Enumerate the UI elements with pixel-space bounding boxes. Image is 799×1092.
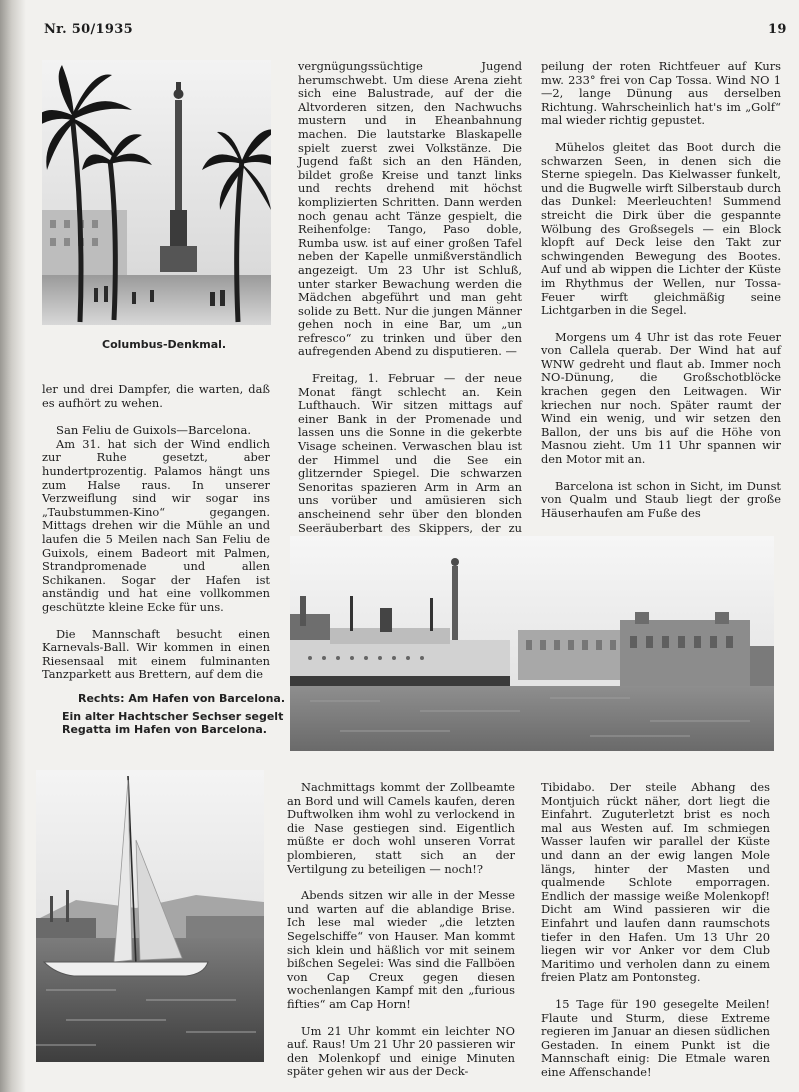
paragraph: Mühelos gleitet das Boot durch die schwarzen Seen, in denen sich die Sterne spiegeln. Das Kielwasser funkelt, und die Bugwelle wirft Silberstaub durch das Dunkel: Meerleuchten! Summend streicht die Dirk über die gespannte Wölbung des Großsegels — ein Block klopft auf Deck leise den Takt zur schwingenden Bewegung des Bootes. Auf und ab wippen die Lichter der Küste im Rhythmus der Wellen, nur Tossa-Feuer wirft gleichmäßig seine Lichtgarben in die Segel. [541, 139, 781, 318]
paragraph: Nachmittags kommt der Zollbeamte an Bord und will Camels kaufen, deren Duftwolken ihm wohl zu verlockend in die Nase gestiegen sind. Eigentlich müßte er doch wohl unseren Vorrat plombieren, statt sich an der Vertilgung zu beteiligen — noch!? [287, 780, 515, 876]
columbus-caption: Columbus-Denkmal. [102, 338, 227, 351]
paragraph: vergnügungssüchtige Jugend herumschwebt. Um diese Arena zieht sich eine Balustrade, auf der die Altvorderen sitzen, den Nachwuchs mustern und in Eheanbahnung machen. Die lautstarke Blaskapelle spielt zuerst zwei Volkstänze. Die Jugend faßt sich an den Händen, bildet große Kreise und tanzt links und rechts drehend mit höchst komplizierten Schritten. Dann werden noch genau acht Tänze gespielt, die Reihenfolge: Tango, Paso doble, Rumba usw. ist auf einer großen Tafel neben der Kapelle unmißverständlich angezeigt. Um 23 Uhr ist Schluß, unter starker Bewachung werden die Mädchen abgeführt und man geht solide zu Bett. Nur die jungen Männer gehen noch in eine Bar, um „un refresco“ zu trinken und über den aufregenden Abend zu disputieren. — [298, 59, 522, 359]
harbour-caption-line-2: Ein alter Hachtscher Sechser segelt [62, 710, 284, 723]
column-3-text [541, 60, 781, 520]
paragraph: Tibidabo. Der steile Abhang des Montjuich rückt näher, dort liegt die Einfahrt. Zuguterletzt brist es noch mal aus Westen auf. Im schmiegen Wasser laufen wir parallel der Küste und dann an der ewig langen Mole längs, hinter der Masten und qualmende Schlote emporragen. Endlich der massige weiße Molenkopf! Dicht am Wind passieren wir die Einfahrt und laufen dann raumschots tiefer in den Hafen. Um 13 Uhr 20 liegen wir vor Anker vor dem Club Maritimo und verholen dann zu einem freien Platz am Pontonsteg. [541, 780, 770, 985]
paragraph: Um 21 Uhr kommt ein leichter NO auf. Raus! Um 21 Uhr 20 passieren wir den Molenkopf und einige Minuten später gehen wir aus der Deck- [287, 1023, 515, 1079]
columbus-monument-photo [42, 60, 271, 325]
paragraph: Freitag, 1. Februar — der neue Monat fängt schlecht an. Kein Lufthauch. Wir sitzen mittags auf einer Bank in der Promenade und lassen uns die Sonne in die gekerbte Visage scheinen. Verwaschen blau ist der Himmel und die See ein glitzernder Spiegel. Die schwarzen Senoritas spazieren Arm in Arm an uns vorüber und amüsieren sich anscheinend sehr über den blonden Seeräuberbart des Skippers, der zu [298, 371, 522, 535]
harbour-caption [62, 692, 285, 736]
paragraph: Morgens um 4 Uhr ist das rote Feuer von Callela querab. Der Wind hat auf WNW gedreht und flaut ab. Immer noch NO-Dünung, die Großschotblöcke krachen gegen den Leitwagen. Wir kriechen nur noch. Später raumt der Wind ein wenig, und wir setzen den Ballon, der uns bis auf die Höhe von Masnou zieht. Um 11 Uhr spannen wir den Motor mit an. [541, 329, 781, 467]
column-2-lower-text [287, 781, 515, 1079]
sailing-boat-photo [36, 770, 264, 1062]
column-2-text [298, 60, 522, 549]
paragraph: Barcelona ist schon in Sicht, im Dunst von Qualm und Staub liegt der große Häuserhaufen am Fuße des [541, 478, 781, 520]
paragraph: Abends sitzen wir alle in der Messe und warten auf die ablandige Brise. Ich lese mal wieder „die letzten Segelschiffe“ von Hauser. Man kommt sich klein und häßlich vor mit seinem bißchen Segelei: Was sind die Fallböen von Cap Creux gegen diesen wochenlangen Kampf mit den „furious fifties“ am Cap Horn! [287, 888, 515, 1011]
column-1-text [42, 383, 270, 682]
paragraph: 15 Tage für 190 gesegelte Meilen! Flaute und Sturm, diese Extreme regieren im Januar an diesen südlichen Gestaden. In einem Punkt ist die Mannschaft einig: Die Etmale waren eine Affenschande! [541, 996, 770, 1079]
column-3-lower-text [541, 781, 770, 1079]
paragraph: ler und drei Dampfer, die warten, daß es aufhört zu wehen. [42, 382, 270, 410]
paragraph: Die Mannschaft besucht einen Karnevals-Ball. Wir kommen in einen Riesensaal mit einem fulminanten Tanzparkett aus Brettern, auf dem die [42, 626, 270, 682]
page-number: 19 [768, 22, 787, 37]
page-binding-shadow [0, 0, 26, 1092]
paragraph: peilung der roten Richtfeuer auf Kurs mw. 233° frei von Cap Tossa. Wind NO 1—2, lange Dünung aus derselben Richtung. Wahrscheinlich hat's im „Golf“ mal wieder richtig gepustet. [541, 59, 781, 128]
harbour-caption-line-3: Regatta im Hafen von Barcelona. [62, 723, 267, 736]
paragraph: Am 31. hat sich der Wind endlich zur Ruhe gesetzt, aber hundertprozentig. Palamos hängt uns zum Halse raus. In unserer Verzweiflung sind wir sogar ins „Taubstummen-Kino“ gegangen. Mittags drehen wir die Mühle an und laufen die 5 Meilen nach San Feliu de Guixols, einem Badeort mit Palmen, Strandpromenade und allen Schikanen. Sogar der Hafen ist anständig und hat eine vollkommen geschützte kleine Ecke für uns. [42, 436, 270, 614]
issue-number: Nr. 50/1935 [44, 22, 133, 37]
section-heading: San Feliu de Guixols—Barcelona. [56, 423, 252, 438]
harbour-photo [290, 536, 774, 751]
harbour-caption-line-1: Rechts: Am Hafen von Barcelona. [78, 692, 286, 705]
